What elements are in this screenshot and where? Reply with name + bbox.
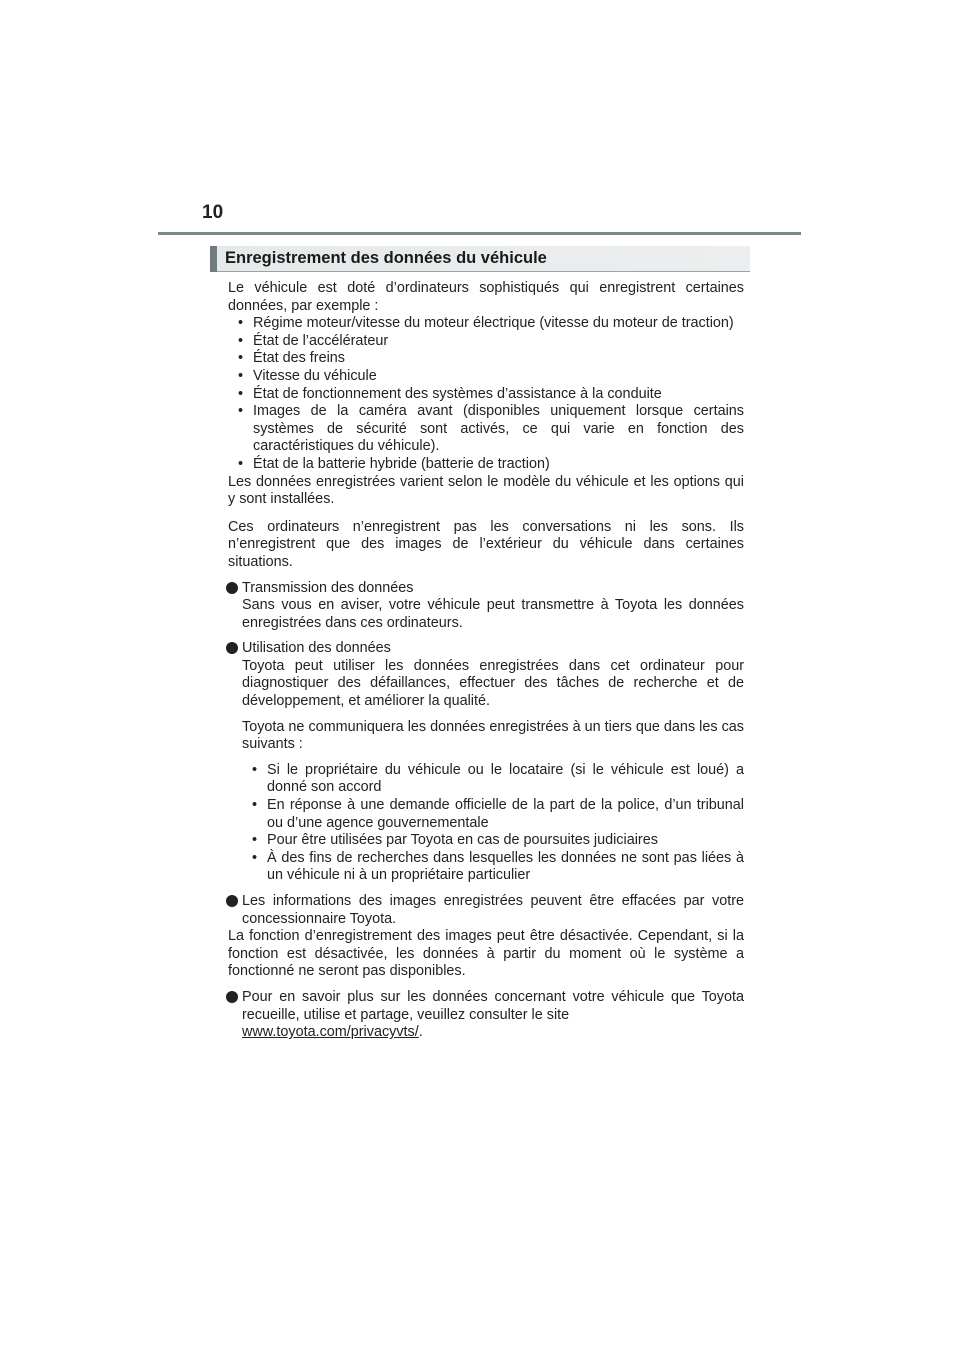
list-item: • Vitesse du véhicule — [228, 368, 744, 386]
more-info-block — [228, 989, 744, 1042]
no-audio-paragraph: Ces ordinateurs n’enregistrent pas les conversations ni les sons. Ils n’enregistrent que des images de l’extérieur du véhicule dans certaines situations. — [228, 518, 744, 570]
section-body — [228, 280, 744, 1042]
link-trailing-period: . — [418, 1024, 423, 1041]
list-item: • En réponse à une demande officielle de la part de la police, d’un tribunal ou d’une agence gouvernementale — [242, 797, 744, 832]
more-info-text: Pour en savoir plus sur les données concernant votre véhicule que Toyota recueille, utilise et partage, veuillez consulter le site — [242, 988, 744, 1023]
list-item: • Régime moteur/vitesse du moteur électrique (vitesse du moteur de traction) — [228, 315, 744, 333]
list-item: • État de la batterie hybride (batterie de traction) — [228, 456, 744, 474]
recorded-items-list — [228, 315, 744, 473]
list-item: • Images de la caméra avant (disponibles uniquement lorsque certains systèmes de sécurité sont activés, ce qui varie en fonction des caractéristiques du véhicule). — [228, 403, 744, 456]
usage-text: Toyota peut utiliser les données enregistrées dans cet ordinateur pour diagnostiquer des défaillances, effectuer des tâches de recherche et de développement, et améliorer la qualité. — [242, 657, 744, 710]
bullet-circle-icon — [226, 895, 238, 907]
disclosure-intro: Toyota ne communiquera les données enregistrées à un tiers que dans les cas suivants : — [242, 718, 744, 753]
vary-paragraph: Les données enregistrées varient selon le modèle du véhicule et les options qui y sont installées. — [228, 473, 744, 508]
disclosure-cases-list — [242, 762, 744, 885]
privacy-link[interactable]: www.toyota.com/privacyvts/ — [242, 1024, 419, 1041]
usage-block — [228, 640, 744, 885]
section-title: Enregistrement des données du véhicule — [225, 249, 547, 267]
list-item: • État des freins — [228, 350, 744, 368]
list-item: • À des fins de recherches dans lesquelles les données ne sont pas liées à un véhicule ni à un propriétaire particulier — [242, 850, 744, 885]
page-number: 10 — [202, 202, 224, 223]
usage-heading: Utilisation des données — [242, 640, 391, 657]
transmission-text: Sans vous en aviser, votre véhicule peut transmettre à Toyota les données enregistrées dans ces ordinateurs. — [242, 597, 744, 631]
list-item: • Si le propriétaire du véhicule ou le locataire (si le véhicule est loué) a donné son accord — [242, 762, 744, 797]
header-rule — [158, 232, 801, 235]
section-header-accent — [210, 246, 217, 272]
list-item: • État de fonctionnement des systèmes d’assistance à la conduite — [228, 386, 744, 404]
transmission-block — [228, 580, 744, 633]
erase-text: Les informations des images enregistrées peuvent être effacées par votre concessionnaire Toyota. — [242, 893, 744, 927]
more-info-link-line — [242, 1024, 744, 1042]
list-item: • Pour être utilisées par Toyota en cas de poursuites judiciaires — [242, 832, 744, 850]
erase-detail: La fonction d’enregistrement des images peut être désactivée. Cependant, si la fonction est désactivée, les données à partir du moment où le système a fonctionné ne seront pas disponibles. — [228, 928, 744, 980]
bullet-circle-icon — [226, 991, 238, 1003]
erase-block — [228, 893, 744, 981]
list-item: • État de l’accélérateur — [228, 333, 744, 351]
intro-paragraph: Le véhicule est doté d’ordinateurs sophistiqués qui enregistrent certaines données, par exemple : — [228, 280, 744, 314]
transmission-heading: Transmission des données — [242, 579, 414, 596]
bullet-circle-icon — [226, 582, 238, 594]
section-header — [210, 246, 750, 272]
bullet-circle-icon — [226, 642, 238, 654]
